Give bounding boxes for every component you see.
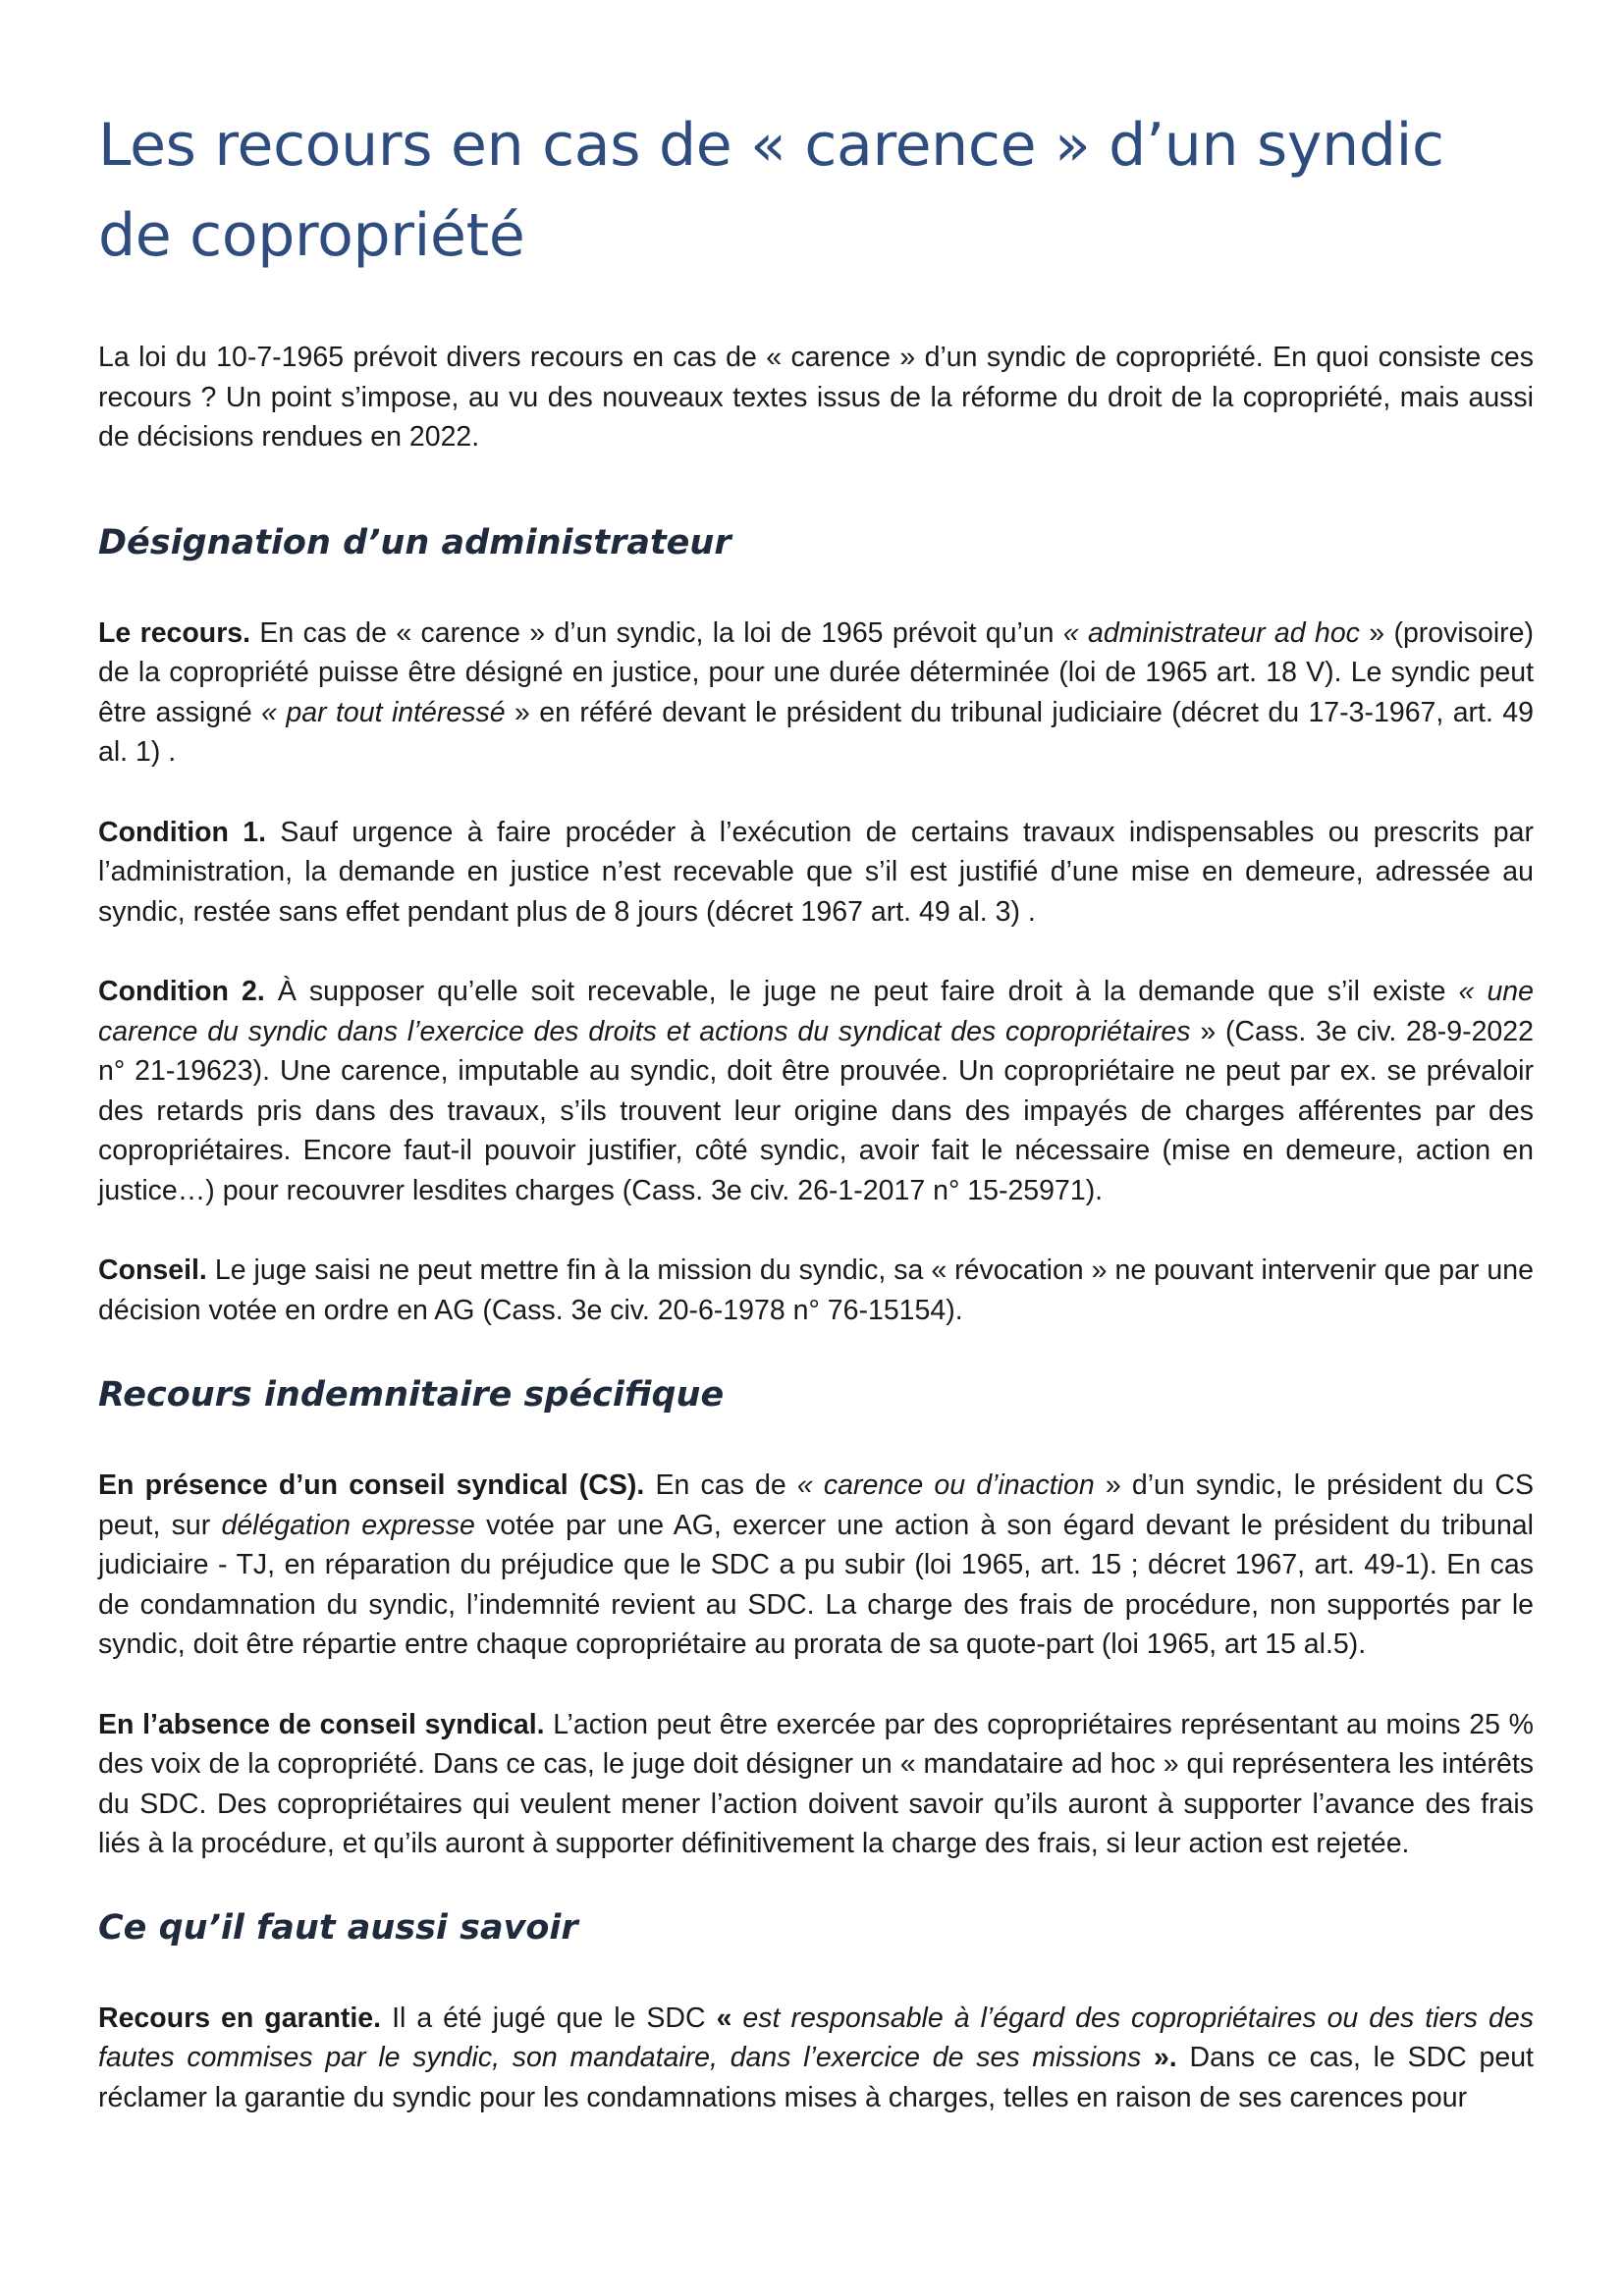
paragraph-lead: En l’absence de conseil syndical. — [98, 1708, 545, 1740]
paragraph-text: » (Cass. 3e civ. 28-9-2022 n° 21-19623). Une carence, imputable au syndic, doit être prouvée. Un copropriétaire ne peut par ex. se prévaloir des retards pris dans des travaux, s’ils trouvent leur origine dans des impayés de charges afférentes par des copropriétaires. Encore faut-il pouvoir justifier, côté syndic, avoir fait le nécessaire (mise en demeure, action en justice…) pour recouvrer lesdites charges (Cass. 3e civ. 26-1-2017 n° 15-25971). — [98, 1015, 1534, 1206]
paragraph-text: » d’un syndic, le président du CS peut, sur — [98, 1469, 1534, 1541]
quote-mark: « — [716, 2002, 732, 2034]
paragraph-absence-cs — [98, 1705, 1534, 1864]
section-a-savoir — [98, 1904, 1534, 2118]
paragraph-le-recours — [98, 614, 1534, 773]
paragraph-lead: Le recours. — [98, 616, 251, 649]
document-title: Les recours en cas de « carence » d’un syndic de copropriété — [98, 111, 1444, 270]
paragraph-text: À supposer qu’elle soit recevable, le juge ne peut faire droit à la demande que s’il existe — [264, 976, 1459, 1007]
section-heading: Désignation d’un administrateur — [98, 522, 731, 562]
paragraph-text: Le juge saisi ne peut mettre fin à la mission du syndic, sa « révocation » ne pouvant intervenir que par une décision votée en ordre en AG (Cass. 3e civ. 20-6-1978 n° 76-15154). — [98, 1255, 1534, 1326]
section-recours-indemnitaire — [98, 1371, 1534, 1864]
paragraph-quote: « une carence du syndic dans l’exercice des droits et actions du syndicat des copropriétaires — [98, 976, 1534, 1047]
section-heading: Ce qu’il faut aussi savoir — [98, 1907, 578, 1948]
paragraph-text: » en référé devant le président du tribunal judiciaire (décret du 17-3-1967, art. 49 al. 1) . — [98, 696, 1534, 768]
paragraph-lead: Conseil. — [98, 1255, 207, 1286]
quote-mark: ». — [1153, 2042, 1177, 2073]
section-designation — [98, 519, 1534, 1331]
paragraph-lead: En présence d’un conseil syndical (CS). — [98, 1469, 645, 1501]
section-heading: Recours indemnitaire spécifique — [98, 1375, 725, 1415]
paragraph-text: votée par une AG, exercer une action à son égard devant le président du tribunal judiciaire - TJ, en réparation du préjudice que le SDC a pu subir (loi 1965, art. 15 ; décret 1967, art. 49-1). En cas de condamnation du syndic, l’indemnité revient au SDC. La charge des frais de procédure, non supportés par le syndic, doit être répartie entre chaque copropriétaire au prorata de sa quote-part (loi 1965, art 15 al.5). — [98, 1509, 1534, 1660]
paragraph-recours-garantie — [98, 1999, 1534, 2118]
paragraph-quote: « carence ou d’inaction — [796, 1469, 1095, 1501]
paragraph-quote: « administrateur ad hoc — [1062, 616, 1360, 649]
paragraph-text: Dans ce cas, le SDC peut réclamer la garantie du syndic pour les condamnations mises à charges, telles en raison de ses carences pour — [98, 2042, 1534, 2113]
paragraph-quote: délégation expresse — [221, 1509, 475, 1541]
paragraph-condition-2 — [98, 972, 1534, 1210]
paragraph-text: En cas de — [644, 1469, 797, 1501]
paragraph-text: En cas de « carence » d’un syndic, la loi de 1965 prévoit qu’un — [250, 616, 1063, 649]
paragraph-quote: est responsable à l’égard des copropriétaires ou des tiers des fautes commises par le syndic, son mandataire, dans l’exercice de ses missions — [98, 2002, 1534, 2073]
paragraph-lead: Condition 1. — [98, 816, 267, 848]
paragraph-text: » (provisoire) de la copropriété puisse être désigné en justice, pour une durée déterminée (loi de 1965 art. 18 V). Le syndic peut être assigné — [98, 616, 1534, 728]
paragraph-quote: « par tout intéressé — [261, 696, 506, 728]
paragraph-text: Sauf urgence à faire procéder à l’exécution de certains travaux indispensables ou prescrits par l’administration, la demande en justice n’est recevable que s’il est justifié d’une mise en demeure, adressée au syndic, restée sans effet pendant plus de 8 jours (décret 1967 art. 49 al. 3) . — [98, 816, 1535, 928]
paragraph-text: L’action peut être exercée par des copropriétaires représentant au moins 25 % des voix de la copropriété. Dans ce cas, le juge doit désigner un « mandataire ad hoc » qui représentera les intérêts du SDC. Des copropriétaires qui veulent mener l’action doivent savoir qu’ils auront à supporter l’avance des frais liés à la procédure, et qu’ils auront à supporter définitivement la charge des frais, si leur action est rejetée. — [98, 1708, 1534, 1859]
paragraph-text: Il a été jugé que le SDC — [381, 2002, 717, 2034]
paragraph-conseil — [98, 1251, 1534, 1330]
paragraph-lead: Recours en garantie. — [98, 2002, 382, 2034]
intro-paragraph: La loi du 10-7-1965 prévoit divers recours en cas de « carence » d’un syndic de copropriété. En quoi consiste ces recours ? Un point s’impose, au vu des nouveaux textes issus de la réforme du droit de la copropriété, mais aussi de décisions rendues en 2022. — [98, 342, 1534, 453]
paragraph-condition-1 — [98, 813, 1534, 933]
paragraph-presence-cs — [98, 1466, 1534, 1665]
paragraph-lead: Condition 2. — [98, 976, 265, 1007]
